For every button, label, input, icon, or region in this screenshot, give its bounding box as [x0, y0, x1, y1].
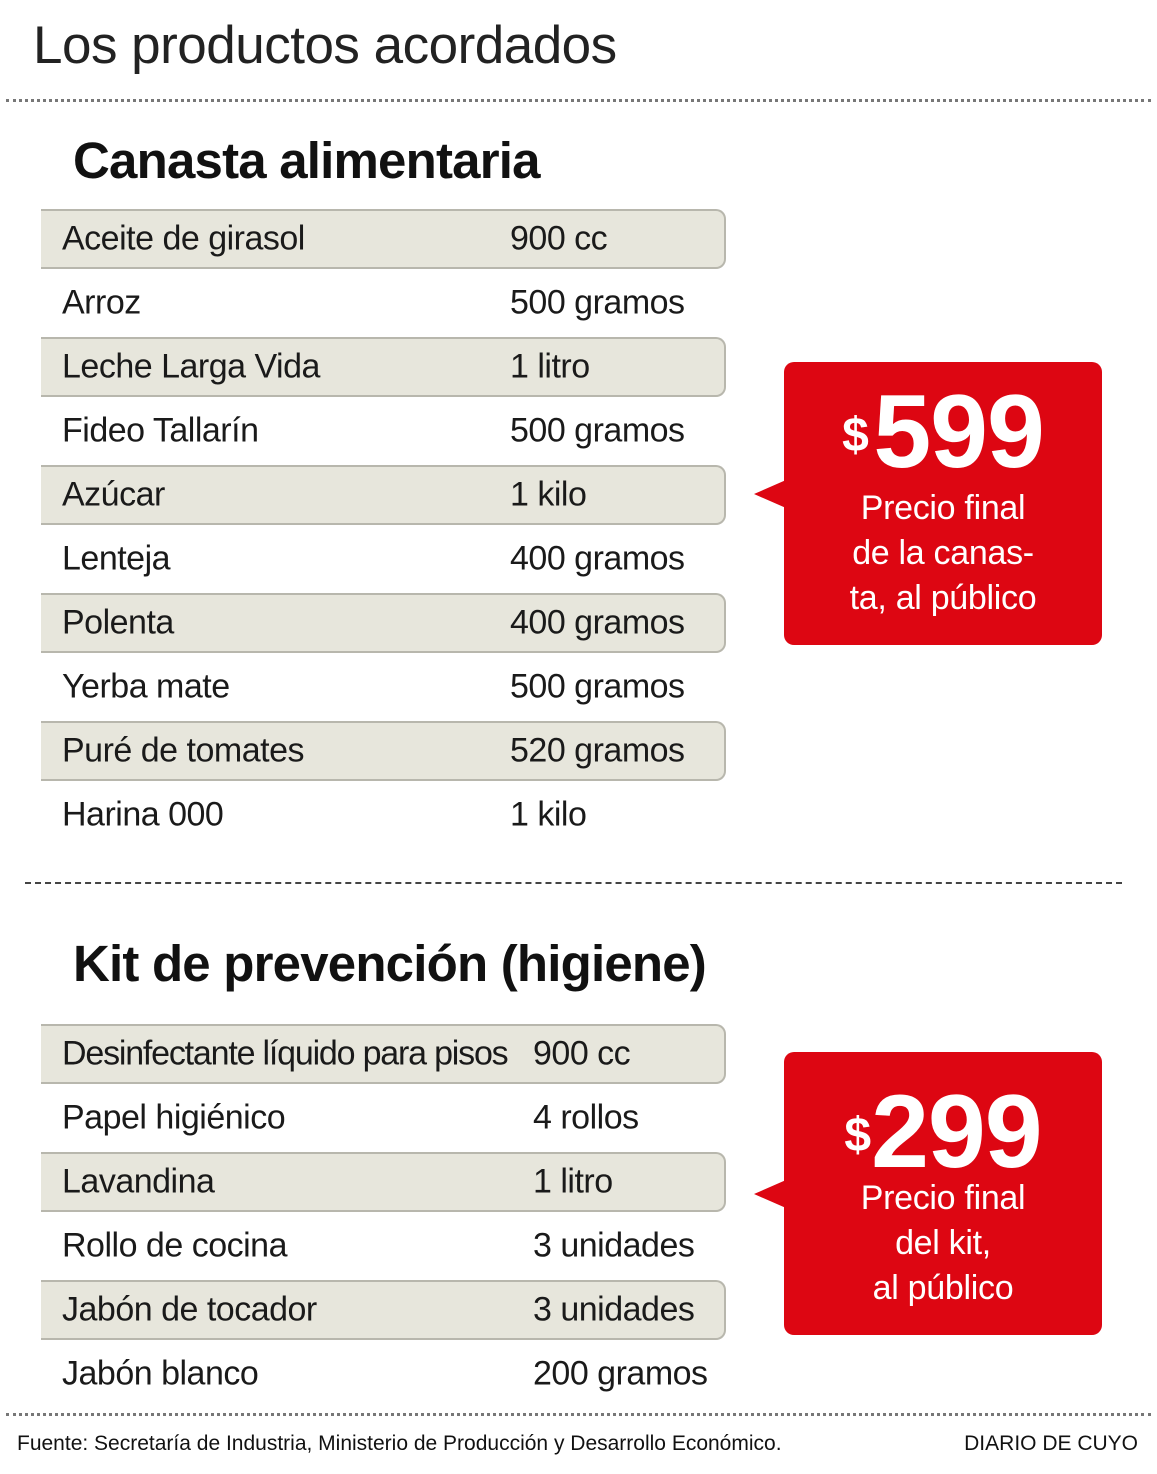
product-name: Arroz — [62, 283, 141, 322]
product-quantity: 400 gramos — [510, 539, 685, 578]
table-row — [41, 785, 726, 845]
table-row — [41, 1024, 726, 1084]
top-divider — [6, 99, 1151, 102]
product-name: Desinfectante líquido para pisos — [62, 1034, 508, 1073]
brand-label: DIARIO DE CUYO — [964, 1432, 1138, 1455]
kit-heading: Kit de prevención (higiene) — [73, 935, 706, 992]
table-row — [41, 465, 726, 525]
price-amount: 599 — [873, 374, 1044, 490]
product-name: Papel higiénico — [62, 1098, 286, 1137]
canasta-price — [784, 374, 1102, 490]
table-row — [41, 593, 726, 653]
product-name: Azúcar — [62, 475, 165, 514]
product-name: Fideo Tallarín — [62, 411, 259, 450]
price-caption — [784, 1176, 1102, 1311]
product-quantity: 3 unidades — [533, 1290, 695, 1329]
table-row — [41, 721, 726, 781]
product-name: Lenteja — [62, 539, 171, 578]
price-caption-line: al público — [872, 1269, 1014, 1307]
price-caption-line: ta, al público — [849, 579, 1037, 617]
table-row — [41, 657, 726, 717]
table-row — [41, 337, 726, 397]
product-name: Aceite de girasol — [62, 219, 305, 258]
table-row — [41, 1152, 726, 1212]
product-quantity: 1 kilo — [510, 795, 587, 834]
kit-table — [41, 1024, 726, 1404]
callout-pointer — [754, 1180, 786, 1208]
product-name: Harina 000 — [62, 795, 224, 834]
product-quantity: 520 gramos — [510, 731, 685, 770]
product-quantity: 500 gramos — [510, 667, 685, 706]
canasta-table — [41, 209, 726, 845]
footer-divider — [6, 1413, 1151, 1416]
page-title: Los productos acordados — [33, 16, 617, 75]
product-name: Jabón de tocador — [62, 1290, 317, 1329]
table-row — [41, 529, 726, 589]
kit-price — [784, 1074, 1102, 1190]
product-quantity: 200 gramos — [533, 1354, 708, 1393]
product-quantity: 3 unidades — [533, 1226, 695, 1265]
product-quantity: 900 cc — [533, 1034, 631, 1073]
kit-price-callout — [784, 1052, 1102, 1335]
table-row — [41, 401, 726, 461]
product-name: Puré de tomates — [62, 731, 304, 770]
price-caption-line: del kit, — [895, 1224, 991, 1262]
product-quantity: 1 litro — [510, 347, 590, 386]
product-quantity: 4 rollos — [533, 1098, 639, 1137]
product-quantity: 400 gramos — [510, 603, 685, 642]
product-name: Rollo de cocina — [62, 1226, 287, 1265]
product-quantity: 1 litro — [533, 1162, 613, 1201]
product-quantity: 500 gramos — [510, 283, 685, 322]
callout-pointer — [754, 480, 786, 508]
price-caption — [784, 486, 1102, 621]
table-row — [41, 1344, 726, 1404]
canasta-heading: Canasta alimentaria — [73, 132, 540, 189]
price-caption-line: Precio final — [860, 1179, 1026, 1217]
price-caption-line: Precio final — [860, 489, 1026, 527]
table-row — [41, 1280, 726, 1340]
product-name: Lavandina — [62, 1162, 215, 1201]
table-row — [41, 209, 726, 269]
table-row — [41, 1216, 726, 1276]
currency-symbol: $ — [844, 1109, 872, 1162]
product-name: Leche Larga Vida — [62, 347, 320, 386]
table-row — [41, 1088, 726, 1148]
product-name: Jabón blanco — [62, 1354, 259, 1393]
product-quantity: 900 cc — [510, 219, 608, 258]
product-name: Polenta — [62, 603, 174, 642]
section-divider — [25, 882, 1122, 884]
product-name: Yerba mate — [62, 667, 230, 706]
table-row — [41, 273, 726, 333]
currency-symbol: $ — [842, 409, 869, 462]
price-caption-line: de la canas- — [852, 534, 1034, 572]
product-quantity: 1 kilo — [510, 475, 587, 514]
source-note: Fuente: Secretaría de Industria, Ministerio de Producción y Desarrollo Económico. — [17, 1432, 782, 1455]
product-quantity: 500 gramos — [510, 411, 685, 450]
canasta-price-callout — [784, 362, 1102, 645]
price-amount: 299 — [871, 1074, 1042, 1190]
